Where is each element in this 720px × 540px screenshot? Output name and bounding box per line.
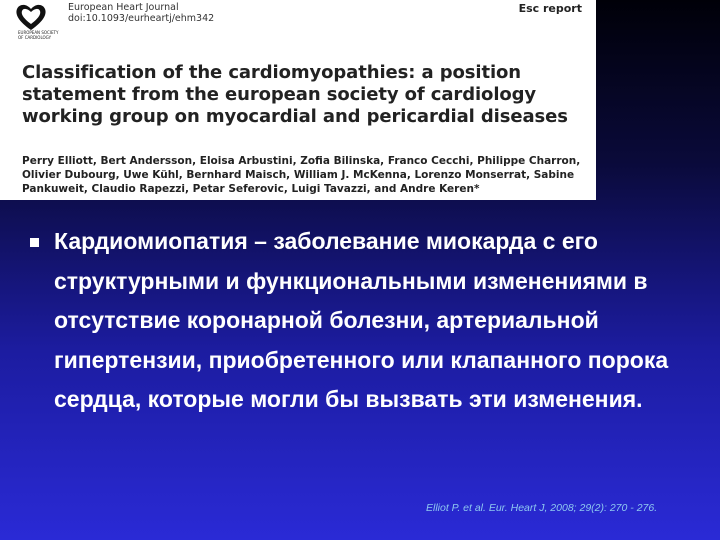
definition-text: Кардиомиопатия – заболевание миокарда с его структурными и функциональными изменениями в отсутствие коронарной болезни, артериальной гипертензии, приобретенного или клапанного порока сердца, которые могли бы вызвать эти изменения. (54, 228, 669, 412)
society-name: EUROPEAN SOCIETY OF CARDIOLOGY (18, 30, 59, 40)
square-bullet-icon (30, 238, 39, 247)
doi: doi:10.1093/eurheartj/ehm342 (68, 13, 215, 24)
paper-authors: Perry Elliott, Bert Andersson, Eloisa Arbustini, Zofia Bilinska, Franco Cecchi, Philippe Charron, Olivier Dubourg, Uwe Kühl, Bernhard Maisch, William J. McKenna, Lorenzo Monserrat, Sabine Pankuweit, Claudio Rapezzi, Petar Seferovic, Luigi Tavazzi, and Andre Keren* (22, 155, 581, 195)
article-header-image (0, 0, 596, 200)
heart-logo-icon (14, 2, 60, 48)
journal-info (68, 2, 214, 24)
citation: Elliot P. et al. Eur. Heart J, 2008; 29(2): 270 - 276. (426, 502, 658, 514)
paper-title: Classification of the cardiomyopathies: a position statement from the european society of cardiology working group on myocardial and pericardial diseases (22, 62, 568, 127)
journal-name: European Heart Journal (68, 2, 179, 13)
report-tag: Esc report (518, 2, 582, 15)
